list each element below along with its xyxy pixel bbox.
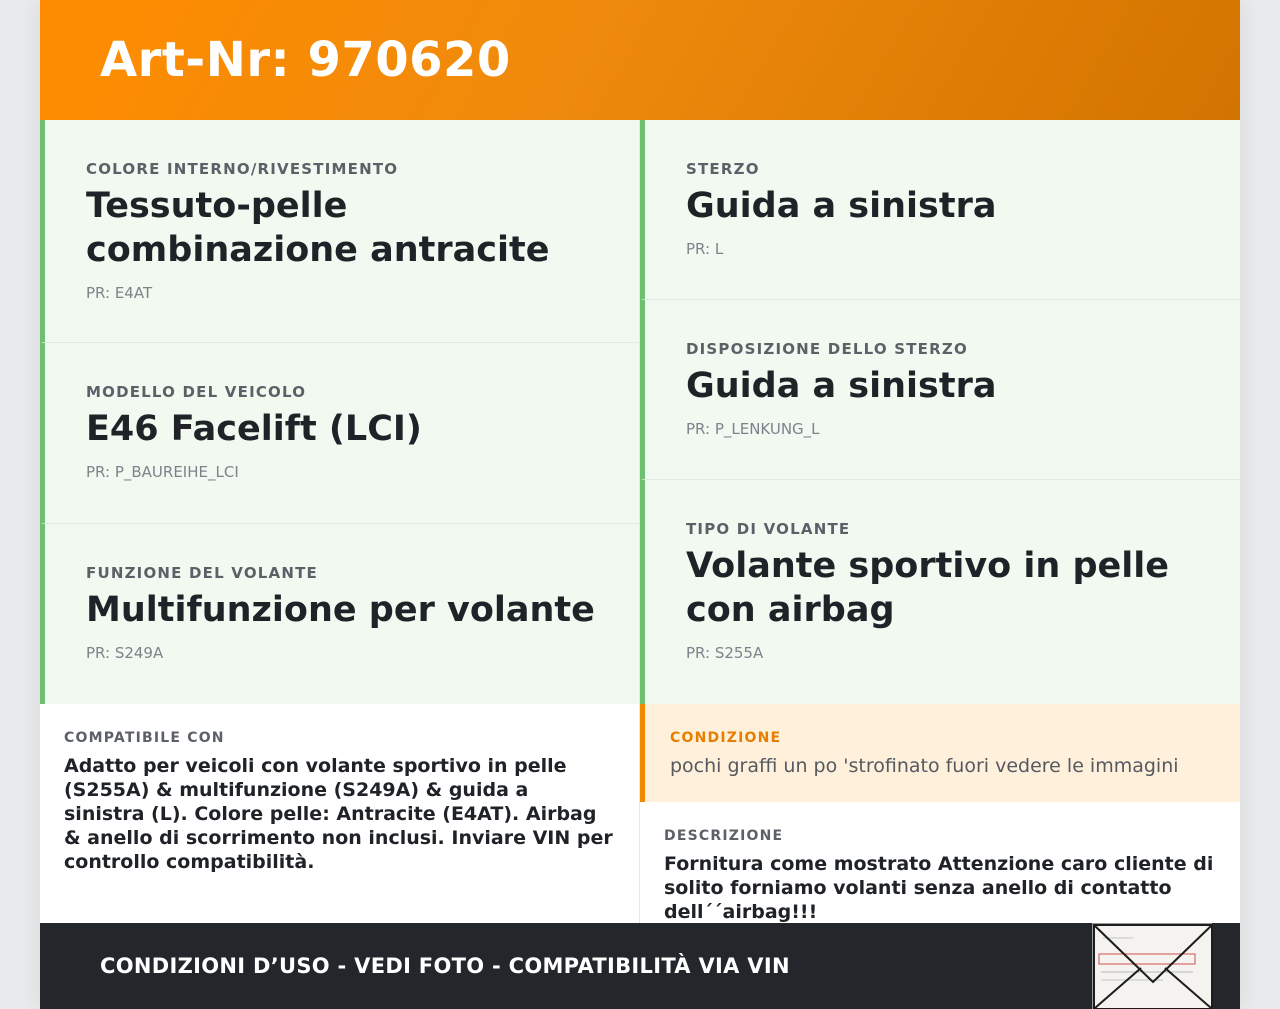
spec-code: PR: E4AT bbox=[86, 284, 153, 302]
spec-code: PR: L bbox=[686, 240, 724, 258]
spec-code: PR: S255A bbox=[686, 644, 764, 662]
condition-text: pochi graffi un po 'strofinato fuori vedere le immagini bbox=[670, 755, 1179, 777]
spec-value: Volante sportivo in pelle con airbag bbox=[686, 546, 1169, 630]
product-sheet bbox=[40, 0, 1240, 1009]
spec-cell-wheel-type bbox=[640, 480, 1240, 704]
header-bar bbox=[40, 0, 1240, 120]
condition-box bbox=[640, 704, 1240, 802]
footer-bar bbox=[40, 923, 1240, 1009]
description-box bbox=[640, 802, 1240, 923]
spec-value: E46 Facelift (LCI) bbox=[86, 409, 422, 449]
condition-label: CONDIZIONE bbox=[670, 730, 782, 746]
spec-code: PR: P_LENKUNG_L bbox=[686, 420, 820, 438]
description-label: DESCRIZIONE bbox=[664, 828, 784, 844]
spec-label: FUNZIONE DEL VOLANTE bbox=[86, 564, 318, 582]
compatibility-label: COMPATIBILE CON bbox=[64, 730, 225, 746]
spec-cell-wheel-function bbox=[40, 524, 639, 704]
spec-label: STERZO bbox=[686, 160, 760, 178]
compatibility-text: Adatto per veicoli con volante sportivo in pelle (S255A) & multifunzione (S249A) & guida a sinistra (L). Colore pelle: Antracite (E4AT). Airbag & anello di scorrimento non inclusi. Inviare VIN per controllo compatibilità. bbox=[64, 755, 613, 873]
spec-cell-vehicle-model bbox=[40, 343, 639, 524]
compatibility-box bbox=[40, 704, 640, 923]
spec-label: MODELLO DEL VEICOLO bbox=[86, 383, 307, 401]
envelope-icon[interactable] bbox=[1092, 923, 1212, 1009]
spec-value: Tessuto-pelle combinazione antracite bbox=[86, 186, 550, 270]
spec-column-right bbox=[640, 120, 1240, 704]
article-number-title: Art-Nr: 970620 bbox=[100, 32, 511, 88]
spec-code: PR: P_BAUREIHE_LCI bbox=[86, 463, 239, 481]
footer-terms-text: CONDIZIONI D’USO - VEDI FOTO - COMPATIBILITÀ VIA VIN bbox=[100, 954, 790, 978]
condition-description-stack bbox=[640, 704, 1240, 923]
spec-value: Guida a sinistra bbox=[686, 186, 997, 226]
spec-value: Multifunzione per volante bbox=[86, 590, 595, 630]
spec-label: COLORE INTERNO/RIVESTIMENTO bbox=[86, 160, 399, 178]
spec-label: DISPOSIZIONE DELLO STERZO bbox=[686, 340, 968, 358]
spec-cell-steering bbox=[640, 120, 1240, 300]
spec-code: PR: S249A bbox=[86, 644, 164, 662]
spec-label: TIPO DI VOLANTE bbox=[686, 520, 851, 538]
spec-value: Guida a sinistra bbox=[686, 366, 997, 406]
info-section bbox=[40, 704, 1240, 923]
spec-grid bbox=[40, 120, 1240, 704]
spec-cell-interior-color bbox=[40, 120, 639, 343]
spec-column-left bbox=[40, 120, 640, 704]
description-text: Fornitura come mostrato Attenzione caro cliente di solito forniamo volanti senza anello di contatto dell´´airbag!!! bbox=[664, 853, 1214, 923]
spec-cell-steering-layout bbox=[640, 300, 1240, 480]
envelope-graphic bbox=[1093, 924, 1213, 1009]
